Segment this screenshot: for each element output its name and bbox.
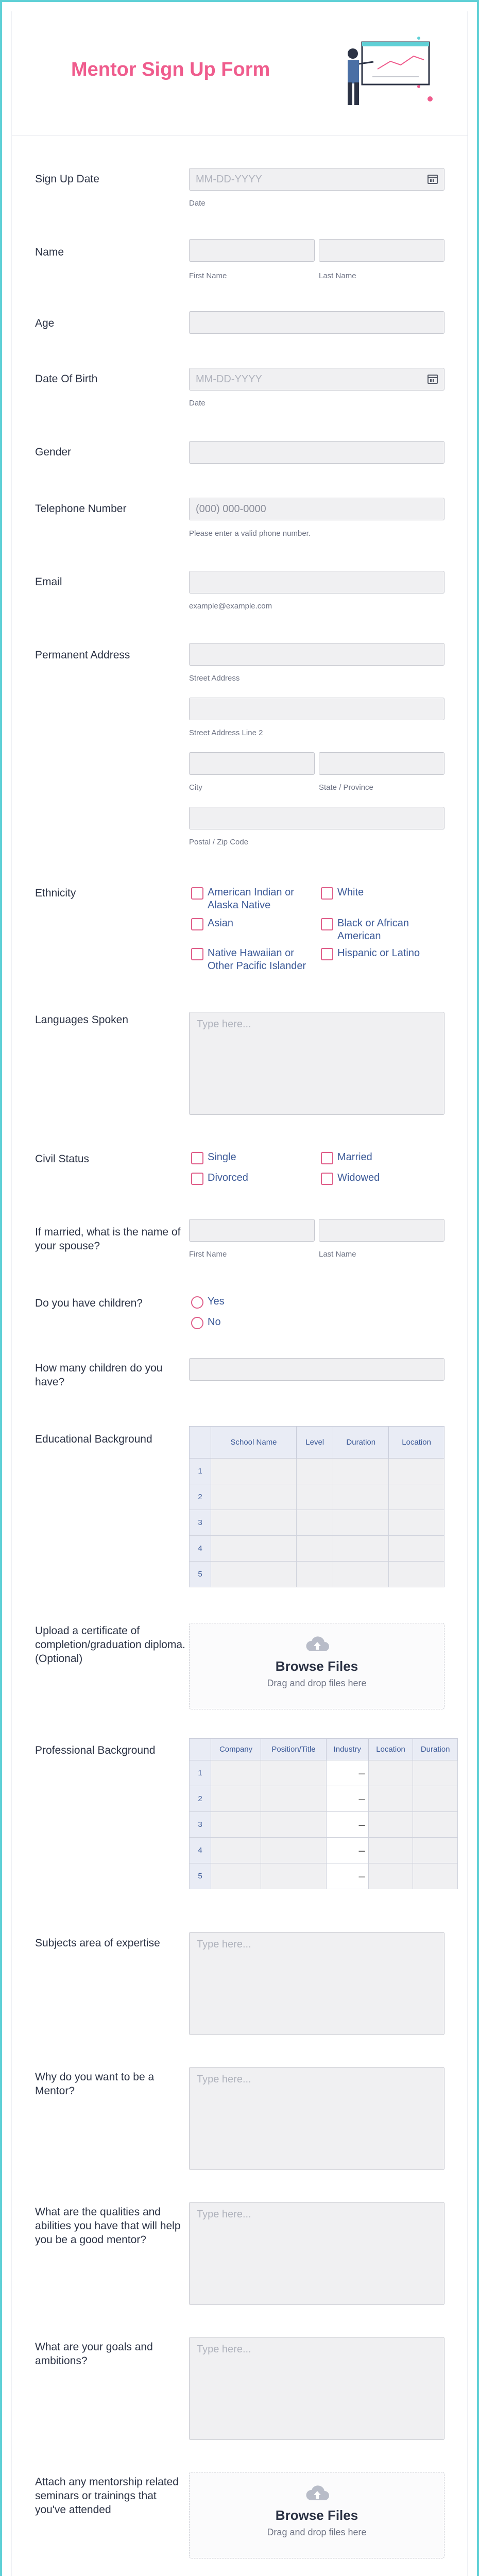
table-cell[interactable] <box>368 1863 413 1889</box>
education-col-location: Location <box>389 1427 444 1459</box>
education-col-level: Level <box>297 1427 333 1459</box>
industry-dropdown[interactable] <box>326 1838 368 1863</box>
professional-col-company: Company <box>211 1739 261 1760</box>
languages-textarea[interactable] <box>189 1012 444 1115</box>
goals-label: What are your goals and ambitions? <box>35 2341 153 2367</box>
dropdown-dash: – <box>358 1869 365 1883</box>
certificate-drag-hint: Drag and drop files here <box>267 1678 367 1688</box>
table-cell[interactable] <box>211 1786 261 1812</box>
spouse-first-name-input[interactable] <box>189 1219 315 1242</box>
table-cell[interactable] <box>211 1760 261 1786</box>
subjects-label: Subjects area of expertise <box>35 1937 160 1949</box>
ethnicity-checkbox-black[interactable] <box>321 918 333 930</box>
civil-status-option-divorced: Divorced <box>208 1172 248 1183</box>
table-cell[interactable] <box>368 1812 413 1838</box>
ethnicity-label: Ethnicity <box>35 887 76 899</box>
ethnicity-checkbox-native-hawaiian[interactable] <box>191 948 203 960</box>
table-row <box>190 1760 458 1786</box>
table-cell[interactable] <box>368 1838 413 1863</box>
table-cell[interactable] <box>389 1459 444 1484</box>
telephone-placeholder: (000) 000-0000 <box>196 503 266 515</box>
dob-input[interactable] <box>189 368 444 391</box>
row-number: 4 <box>190 1536 211 1562</box>
street-address-input[interactable] <box>189 643 444 666</box>
languages-placeholder: Type here... <box>197 1019 251 1030</box>
civil-status-checkbox-widowed[interactable] <box>321 1173 333 1185</box>
dropdown-dash: – <box>358 1843 365 1857</box>
education-col-school-name: School Name <box>211 1427 297 1459</box>
spouse-first-name-sublabel: First Name <box>189 1250 227 1259</box>
table-row <box>190 1484 444 1510</box>
form-title: Mentor Sign Up Form <box>71 59 270 80</box>
telephone-input[interactable] <box>189 498 444 520</box>
civil-status-checkbox-single[interactable] <box>191 1152 203 1164</box>
ethnicity-option-black: Black or African American <box>337 918 409 942</box>
ethnicity-checkbox-asian[interactable] <box>191 918 203 930</box>
table-cell[interactable] <box>211 1510 297 1536</box>
email-input[interactable] <box>189 571 444 594</box>
table-cell[interactable] <box>297 1459 333 1484</box>
table-cell[interactable] <box>211 1536 297 1562</box>
why-mentor-placeholder: Type here... <box>197 2074 251 2085</box>
table-row <box>190 1838 458 1863</box>
calendar-icon[interactable] <box>427 375 438 384</box>
table-cell[interactable] <box>413 1812 458 1838</box>
industry-dropdown[interactable] <box>326 1760 368 1786</box>
children-option-no: No <box>208 1316 221 1328</box>
table-row <box>190 1510 444 1536</box>
postal-code-sublabel: Postal / Zip Code <box>189 838 249 846</box>
cloud-upload-icon <box>305 2484 330 2501</box>
sign-up-date-label: Sign Up Date <box>35 173 99 185</box>
professional-corner-cell <box>190 1739 211 1760</box>
professional-table <box>189 1738 458 1889</box>
name-label: Name <box>35 246 64 258</box>
qualities-label: What are the qualities and abilities you have that will help you be a good mentor? <box>35 2206 181 2246</box>
row-number: 4 <box>190 1838 211 1863</box>
street-address-2-sublabel: Street Address Line 2 <box>189 728 263 737</box>
dob-placeholder: MM-DD-YYYY <box>196 374 262 385</box>
civil-status-option-married: Married <box>337 1151 372 1163</box>
city-input[interactable] <box>189 752 315 775</box>
industry-dropdown[interactable] <box>326 1812 368 1838</box>
why-mentor-label: Why do you want to be a Mentor? <box>35 2071 155 2097</box>
civil-status-label: Civil Status <box>35 1153 90 1165</box>
table-cell[interactable] <box>297 1510 333 1536</box>
row-number: 3 <box>190 1510 211 1536</box>
row-number: 5 <box>190 1863 211 1889</box>
subjects-placeholder: Type here... <box>197 1939 251 1950</box>
professional-label: Professional Background <box>35 1744 156 1756</box>
state-sublabel: State / Province <box>319 783 373 792</box>
ethnicity-checkbox-hispanic[interactable] <box>321 948 333 960</box>
table-row <box>190 1812 458 1838</box>
dropdown-dash: – <box>358 1818 365 1831</box>
first-name-sublabel: First Name <box>189 272 227 280</box>
dob-label: Date Of Birth <box>35 373 98 385</box>
children-radio-yes[interactable] <box>191 1296 203 1309</box>
table-cell[interactable] <box>211 1863 261 1889</box>
table-cell[interactable] <box>261 1786 327 1812</box>
industry-dropdown[interactable] <box>326 1786 368 1812</box>
table-cell[interactable] <box>211 1562 297 1587</box>
street-address-2-input[interactable] <box>189 698 444 720</box>
postal-code-input[interactable] <box>189 807 444 829</box>
form-card <box>11 11 468 2576</box>
trainings-browse-files[interactable]: Browse Files <box>275 2507 358 2523</box>
row-number: 3 <box>190 1812 211 1838</box>
table-cell[interactable] <box>261 1760 327 1786</box>
table-cell[interactable] <box>368 1786 413 1812</box>
email-label: Email <box>35 576 62 588</box>
education-table <box>189 1426 444 1587</box>
table-cell[interactable] <box>297 1562 333 1587</box>
children-count-input[interactable] <box>189 1358 444 1381</box>
qualities-textarea[interactable] <box>189 2202 444 2305</box>
trainings-label: Attach any mentorship related seminars or trainings that you've attended <box>35 2476 179 2516</box>
professional-col-position: Position/Title <box>261 1739 327 1760</box>
table-cell[interactable] <box>333 1536 389 1562</box>
education-corner-cell <box>190 1427 211 1459</box>
children-count-label: How many children do you have? <box>35 1362 163 1388</box>
table-cell[interactable] <box>297 1536 333 1562</box>
languages-label: Languages Spoken <box>35 1014 128 1026</box>
table-cell[interactable] <box>413 1786 458 1812</box>
table-cell[interactable] <box>413 1760 458 1786</box>
table-cell[interactable] <box>333 1510 389 1536</box>
spouse-last-name-sublabel: Last Name <box>319 1250 356 1259</box>
table-cell[interactable] <box>389 1562 444 1587</box>
last-name-input[interactable] <box>319 239 444 262</box>
spouse-label: If married, what is the name of your spouse? <box>35 1226 181 1252</box>
table-cell[interactable] <box>389 1536 444 1562</box>
children-label: Do you have children? <box>35 1297 143 1309</box>
spouse-last-name-input[interactable] <box>319 1219 444 1242</box>
telephone-sublabel: Please enter a valid phone number. <box>189 529 311 538</box>
table-cell[interactable] <box>333 1562 389 1587</box>
form-header <box>12 11 468 136</box>
professional-col-location: Location <box>368 1739 413 1760</box>
qualities-placeholder: Type here... <box>197 2209 251 2220</box>
row-number: 5 <box>190 1562 211 1587</box>
ethnicity-option-asian: Asian <box>208 918 234 929</box>
table-row <box>190 1562 444 1587</box>
street-address-sublabel: Street Address <box>189 674 240 683</box>
mentor-illustration-icon <box>341 33 434 110</box>
table-cell[interactable] <box>261 1812 327 1838</box>
table-cell[interactable] <box>389 1484 444 1510</box>
city-sublabel: City <box>189 783 202 792</box>
table-cell[interactable] <box>333 1459 389 1484</box>
age-input[interactable] <box>189 311 444 334</box>
table-cell[interactable] <box>297 1484 333 1510</box>
gender-input[interactable] <box>189 441 444 464</box>
certificate-upload-dropzone[interactable] <box>189 1623 444 1709</box>
trainings-upload-dropzone[interactable] <box>189 2472 444 2558</box>
last-name-sublabel: Last Name <box>319 272 356 280</box>
address-label: Permanent Address <box>35 649 130 661</box>
ethnicity-option-hispanic: Hispanic or Latino <box>337 947 420 959</box>
table-cell[interactable] <box>261 1863 327 1889</box>
ethnicity-checkbox-american-indian[interactable] <box>191 887 203 900</box>
ethnicity-option-white: White <box>337 887 364 898</box>
certificate-browse-files[interactable]: Browse Files <box>275 1658 358 1674</box>
ethnicity-option-native-hawaiian: Native Hawaiian or Other Pacific Islander <box>208 947 306 972</box>
gender-label: Gender <box>35 446 72 458</box>
row-number: 2 <box>190 1484 211 1510</box>
table-cell[interactable] <box>261 1838 327 1863</box>
table-row <box>190 1786 458 1812</box>
education-col-duration: Duration <box>333 1427 389 1459</box>
table-cell[interactable] <box>368 1760 413 1786</box>
children-option-yes: Yes <box>208 1296 225 1307</box>
ethnicity-option-american-indian: American Indian or Alaska Native <box>208 887 294 911</box>
table-cell[interactable] <box>211 1484 297 1510</box>
goals-placeholder: Type here... <box>197 2344 251 2355</box>
telephone-label: Telephone Number <box>35 503 127 515</box>
dob-sublabel: Date <box>189 399 206 408</box>
row-number: 1 <box>190 1459 211 1484</box>
civil-status-option-widowed: Widowed <box>337 1172 380 1183</box>
professional-col-industry: Industry <box>326 1739 368 1760</box>
certificate-label: Upload a certificate of completion/graduation diploma. (Optional) <box>35 1625 185 1665</box>
ethnicity-checkbox-white[interactable] <box>321 887 333 900</box>
goals-textarea[interactable] <box>189 2337 444 2440</box>
row-number: 1 <box>190 1760 211 1786</box>
state-input[interactable] <box>319 752 444 775</box>
table-cell[interactable] <box>389 1510 444 1536</box>
civil-status-checkbox-married[interactable] <box>321 1152 333 1164</box>
dropdown-dash: – <box>358 1792 365 1805</box>
table-row <box>190 1459 444 1484</box>
civil-status-option-single: Single <box>208 1151 236 1163</box>
table-cell[interactable] <box>413 1863 458 1889</box>
table-cell[interactable] <box>413 1838 458 1863</box>
industry-dropdown[interactable] <box>326 1863 368 1889</box>
trainings-drag-hint: Drag and drop files here <box>267 2527 367 2537</box>
children-radio-no[interactable] <box>191 1317 203 1329</box>
civil-status-checkbox-divorced[interactable] <box>191 1173 203 1185</box>
sign-up-date-sublabel: Date <box>189 199 206 208</box>
table-row <box>190 1863 458 1889</box>
row-number: 2 <box>190 1786 211 1812</box>
table-row <box>190 1536 444 1562</box>
first-name-input[interactable] <box>189 239 315 262</box>
table-cell[interactable] <box>211 1838 261 1863</box>
calendar-icon[interactable] <box>427 175 438 184</box>
why-mentor-textarea[interactable] <box>189 2067 444 2170</box>
table-cell[interactable] <box>333 1484 389 1510</box>
table-cell[interactable] <box>211 1812 261 1838</box>
table-cell[interactable] <box>211 1459 297 1484</box>
age-label: Age <box>35 317 55 329</box>
email-sublabel: example@example.com <box>189 602 272 611</box>
professional-col-duration: Duration <box>413 1739 458 1760</box>
subjects-textarea[interactable] <box>189 1932 444 2035</box>
dropdown-dash: – <box>358 1766 365 1780</box>
sign-up-date-placeholder: MM-DD-YYYY <box>196 174 262 185</box>
cloud-upload-icon <box>305 1635 330 1652</box>
sign-up-date-input[interactable] <box>189 168 444 191</box>
education-label: Educational Background <box>35 1433 152 1445</box>
